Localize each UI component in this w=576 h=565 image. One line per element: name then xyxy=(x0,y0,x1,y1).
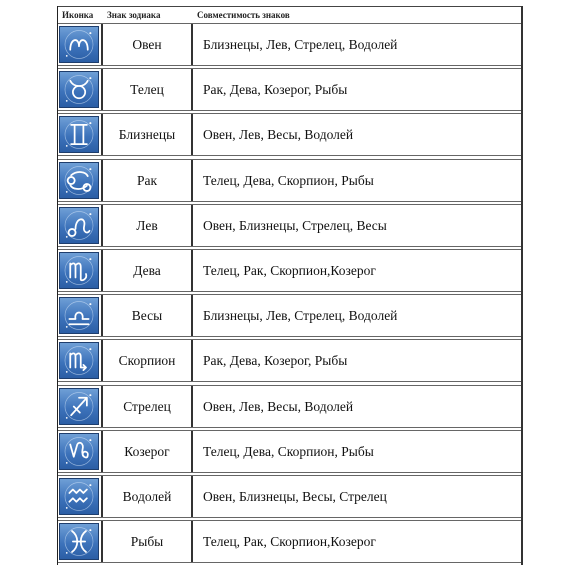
column-divider xyxy=(101,295,103,336)
sagittarius-icon xyxy=(59,388,99,425)
column-divider xyxy=(101,476,103,517)
column-divider xyxy=(191,431,193,472)
capricorn-icon xyxy=(59,433,99,470)
column-divider xyxy=(101,160,103,201)
table-row xyxy=(58,68,521,111)
table-row xyxy=(58,475,521,518)
aquarius-icon xyxy=(59,478,99,515)
aries-icon xyxy=(59,26,99,63)
header-compat-label: Совместимость знаков xyxy=(197,10,290,20)
column-divider xyxy=(191,476,193,517)
libra-icon xyxy=(59,297,99,334)
pisces-icon xyxy=(59,523,99,560)
compatible-signs: Телец, Рак, Скорпион,Козерог xyxy=(203,262,376,278)
zodiac-sign-name: Лев xyxy=(136,217,158,233)
table-row xyxy=(58,113,521,156)
scorpio-icon xyxy=(59,342,99,379)
compatible-signs: Близнецы, Лев, Стрелец, Водолей xyxy=(203,37,398,52)
compatible-signs: Телец, Дева, Скорпион, Рыбы xyxy=(203,443,374,459)
compatible-signs: Овен, Близнецы, Весы, Стрелец xyxy=(203,488,387,504)
column-divider xyxy=(101,340,103,381)
table-row xyxy=(58,520,521,563)
table-row xyxy=(58,249,521,292)
table-body xyxy=(58,23,521,563)
column-divider xyxy=(101,205,103,246)
column-divider xyxy=(191,114,193,155)
gemini-icon xyxy=(59,116,99,153)
column-divider xyxy=(191,205,193,246)
zodiac-sign-name: Близнецы xyxy=(118,127,176,143)
column-divider xyxy=(191,340,193,381)
compatible-signs: Близнецы, Лев, Стрелец, Водолей xyxy=(203,308,398,324)
column-divider xyxy=(191,386,193,427)
column-divider xyxy=(101,114,103,155)
zodiac-sign-name: Водолей xyxy=(122,488,172,504)
header-sign-label: Знак зодиака xyxy=(107,10,161,20)
column-divider xyxy=(191,521,193,562)
cancer-icon xyxy=(59,162,99,199)
column-divider xyxy=(191,160,193,201)
leo-icon xyxy=(59,207,99,244)
compatible-signs: Рак, Дева, Козерог, Рыбы xyxy=(203,82,348,98)
zodiac-sign-name: Телец xyxy=(130,82,164,98)
column-divider xyxy=(101,24,103,65)
compatible-signs: Рак, Дева, Козерог, Рыбы xyxy=(203,353,348,369)
compatible-signs: Телец, Рак, Скорпион,Козерог xyxy=(203,534,376,550)
table-header xyxy=(58,6,521,23)
column-divider xyxy=(101,250,103,291)
column-divider xyxy=(191,69,193,110)
taurus-icon xyxy=(59,71,99,108)
table-row xyxy=(58,23,521,66)
table-row xyxy=(58,430,521,473)
zodiac-sign-name: Скорпион xyxy=(118,353,176,369)
zodiac-sign-name: Рак xyxy=(136,172,158,188)
table-row xyxy=(58,385,521,428)
compatible-signs: Телец, Дева, Скорпион, Рыбы xyxy=(203,172,374,188)
column-divider xyxy=(191,295,193,336)
column-divider xyxy=(101,69,103,110)
compatible-signs: Овен, Лев, Весы, Водолей xyxy=(203,398,354,414)
compatible-signs: Овен, Лев, Весы, Водолей xyxy=(203,127,354,143)
header-icon-label: Иконка xyxy=(62,10,94,20)
zodiac-sign-name: Рыбы xyxy=(130,534,164,550)
compatible-signs: Овен, Близнецы, Стрелец, Весы xyxy=(203,217,387,233)
table-row xyxy=(58,159,521,202)
zodiac-sign-name: Стрелец xyxy=(123,398,171,414)
column-divider xyxy=(191,24,193,65)
column-divider xyxy=(191,250,193,291)
table-row xyxy=(58,294,521,337)
column-divider xyxy=(101,521,103,562)
zodiac-sign-name: Козерог xyxy=(124,443,170,459)
virgo-icon xyxy=(59,252,99,289)
table-row xyxy=(58,204,521,247)
zodiac-sign-name: Овен xyxy=(132,37,162,52)
column-divider xyxy=(101,431,103,472)
table-row xyxy=(58,339,521,382)
zodiac-sign-name: Дева xyxy=(133,262,161,278)
column-divider xyxy=(101,386,103,427)
zodiac-sign-name: Весы xyxy=(131,308,163,324)
zodiac-compatibility-table xyxy=(57,6,523,565)
